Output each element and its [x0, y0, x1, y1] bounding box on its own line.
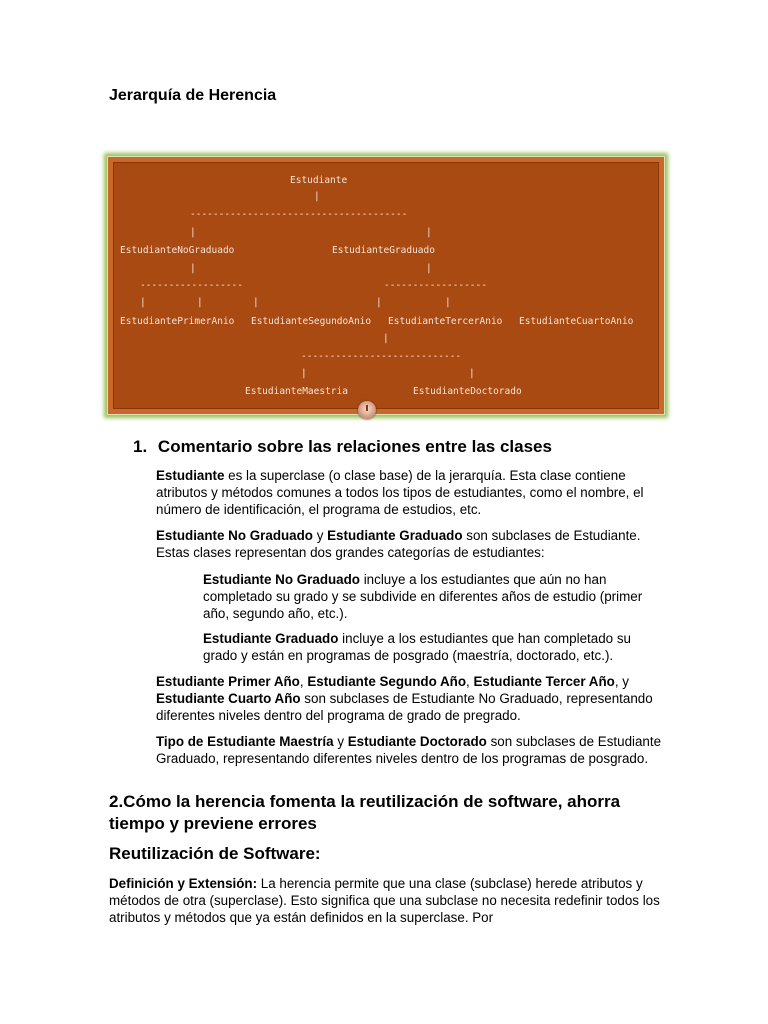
connector: | — [426, 227, 432, 238]
hierarchy-diagram — [107, 156, 665, 415]
connector-line: ------------------ — [140, 280, 243, 291]
node-tercer-anio: EstudianteTercerAnio — [388, 316, 503, 327]
node-estudiante-graduado: EstudianteGraduado — [332, 245, 435, 256]
node-estudiante: Estudiante — [290, 175, 348, 186]
connector: | — [383, 333, 389, 344]
connector: | — [190, 227, 196, 238]
connector-line: -------------------------------------- — [190, 209, 408, 220]
connector: | — [445, 297, 451, 308]
node-doctorado: EstudianteDoctorado — [413, 386, 522, 397]
paragraph-subclases: Estudiante No Graduado y Estudiante Graduado son subclases de Estudiante. Estas clases representan dos grandes categorías de estudiantes: — [156, 528, 641, 560]
connector: | — [301, 368, 307, 379]
paragraph-no-graduado: Estudiante No Graduado incluye a los estudiantes que aún no han completado su grado y se subdivide en diferentes años de estudio (primer año, segundo año, etc.). — [203, 572, 643, 621]
page-title: Jerarquía de Herencia — [109, 87, 277, 104]
paragraph-graduado: Estudiante Graduado incluye a los estudiantes que han completado su grado y están en programas de posgrado (maestría, doctorado, etc.). — [203, 631, 631, 663]
node-segundo-anio: EstudianteSegundoAnio — [251, 316, 372, 327]
connector: | — [376, 297, 382, 308]
connector: | — [197, 297, 203, 308]
paragraph-definicion: Definición y Extensión: La herencia permite que una clase (subclase) herede atributos y métodos de otra (superclase). Esto significa que una subclase no necesita redefinir todos los atributos y métodos que ya están definidos en la superclase. Por — [109, 876, 660, 925]
node-estudiante-no-graduado: EstudianteNoGraduado — [120, 245, 235, 256]
connector: | — [140, 297, 146, 308]
heading-number: 1. — [133, 437, 148, 456]
connector: | — [253, 297, 259, 308]
connector: | — [426, 263, 432, 274]
node-maestria: EstudianteMaestria — [245, 386, 348, 397]
paragraph-anios: Estudiante Primer Año, Estudiante Segundo Año, Estudiante Tercer Año, y Estudiante Cuarto Año son subclases de Estudiante No Graduado, representando diferentes niveles dentro del programa de grado de pregrado. — [156, 674, 653, 723]
section2-subheading: Reutilización de Software: — [109, 844, 321, 863]
connector: | — [469, 368, 475, 379]
hierarchy-tree — [108, 157, 666, 416]
connector-line: ---------------------------- — [301, 351, 462, 362]
heading-text: Comentario sobre las relaciones entre las clases — [157, 437, 552, 456]
section2-heading: 2.Cómo la herencia fomenta la reutilización de software, ahorra tiempo y previene errores — [109, 792, 621, 833]
connector: | — [314, 191, 320, 202]
connector: | — [190, 263, 196, 274]
node-primer-anio: EstudiantePrimerAnio — [120, 316, 235, 327]
paragraph-posgrado: Tipo de Estudiante Maestría y Estudiante Doctorado son subclases de Estudiante Graduado, representando diferentes niveles dentro de los programas de posgrado. — [156, 734, 662, 766]
connector-line: ------------------ — [384, 280, 487, 291]
node-cuarto-anio: EstudianteCuartoAnio — [519, 316, 634, 327]
section1-heading — [133, 437, 552, 457]
paragraph-estudiante: Estudiante es la superclase (o clase base) de la jerarquía. Esta clase contiene atributos y métodos comunes a todos los tipos de estudiantes, como el nombre, el número de identificación, el programa de estudios, etc. — [156, 468, 644, 517]
scroll-knob-icon — [358, 401, 376, 419]
